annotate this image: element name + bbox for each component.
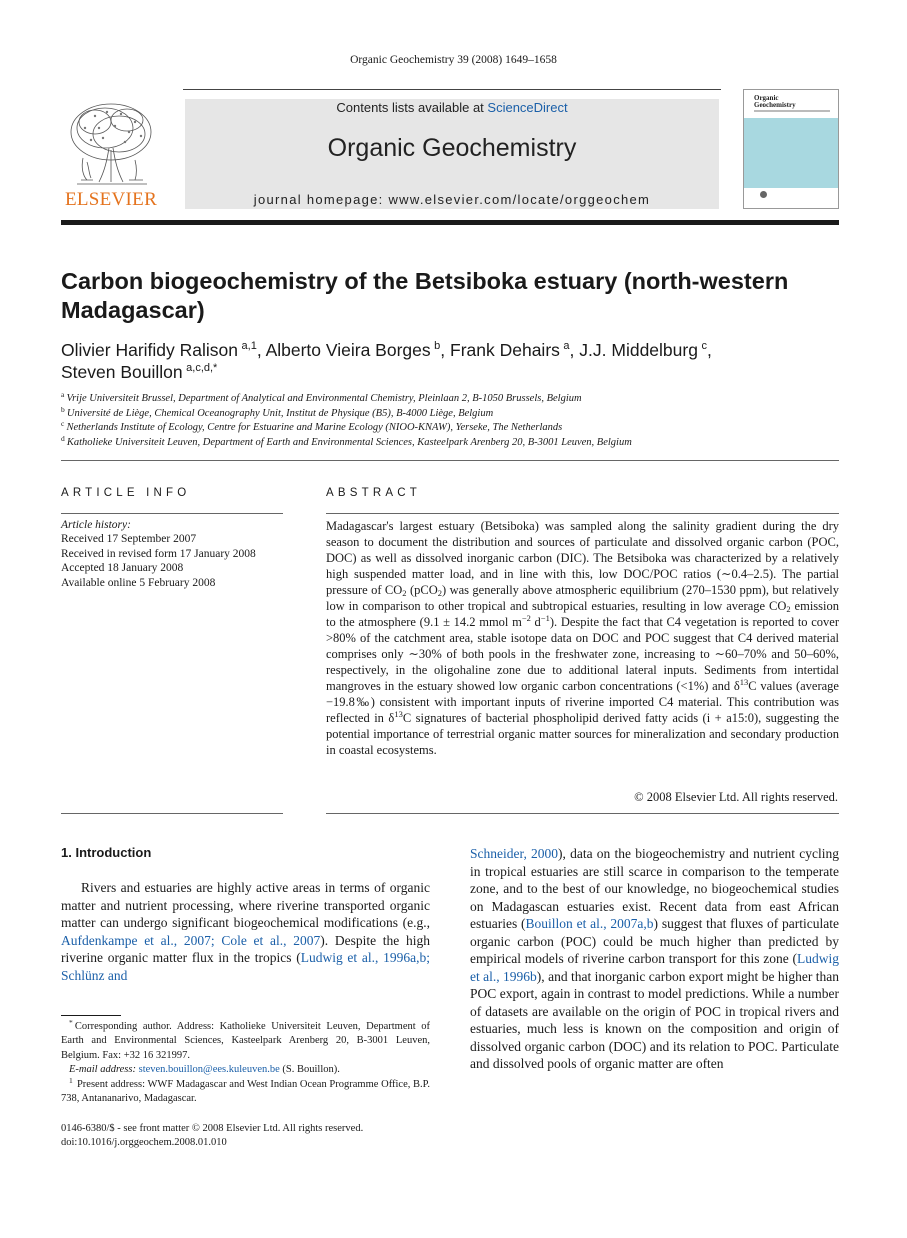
footnote-corresponding: * Corresponding author. Address: Katholieke Universiteit Leuven, Department of Earth and Environmental Sciences, Kasteelpark Arenberg 20, B-3001 Leuven, Belgium. Fax: +32 16 321997. [61,1018,430,1061]
body-column-right: Schneider, 2000), data on the biogeochemistry and nutrient cycling in tropical estuaries are still scarce in comparison to the temperate zone, and to the best of our knowledge, no biogeochemical studies on Madagascan estuaries exist. Recent data from east African estuaries (Bouillon et al., 2007a,b) suggest that fluxes of particulate organic carbon (POC) could be much higher than predicted by empirical models of riverine carbon transport for this zone (Ludwig et al., 1996b), and that inorganic carbon export might be higher than POC export, again in contrast to model predictions. While a number of datasets are available on the origin of POC in tropical rivers and estuaries, much less is known on the composition and origin of dissolved organic carbon (DOC) and its relation to POC. Particulate and dissolved pools of organic matter are often [470,846,839,1071]
cover-title-line1: Organic [754,94,779,102]
author-affil: b [434,340,441,352]
affiliation-text: Vrije Universiteit Brussel, Department of Analytical and Environmental Chemistry, Pleinlaan 2, B-1050 Brussels, Belgium [66,393,582,404]
cover-title-line2: Geochemistry [754,101,796,109]
affiliations [61,392,839,450]
affiliation-text: Université de Liège, Chemical Oceanography Unit, Institut de Physique (B5), B-4000 Liège, Belgium [66,407,494,419]
received-date: Received 17 September 2007 [61,533,197,546]
affiliation-key: b [61,404,65,414]
author-name[interactable]: J.J. Middelburg [579,340,698,360]
article-info-heading: ARTICLE INFO [61,487,191,499]
affiliation [61,404,839,422]
doi-line[interactable]: doi:10.1016/j.orggeochem.2008.01.010 [61,1137,227,1149]
affiliation [61,433,839,451]
author-separator: , [256,340,266,360]
footnote-present-address: $^1$ Present address: WWF Madagascar and West Indian Ocean Programme Office, B.P. 738, Antananarivo, Madagascar. [61,1075,430,1105]
publisher-name: ELSEVIER [64,189,158,210]
journal-title: Organic Geochemistry [327,134,577,162]
sciencedirect-link[interactable]: ScienceDirect [487,100,568,115]
footnote-rule [61,1015,121,1016]
cover-subtitle-bar [754,110,830,112]
citation-link[interactable]: Aufdenkampe et al., 2007; Cole et al., 2007 [61,932,321,948]
author-affil: a,c,d,* [186,362,218,374]
masthead-rule [183,89,721,90]
author-name[interactable]: Olivier Harifidy Ralison [61,340,238,360]
cover-title [754,95,796,109]
divider [61,513,283,514]
author-affil: a,1 [241,340,257,352]
citation-link[interactable]: Bouillon et al., 2007a,b [525,916,654,931]
author-name[interactable]: Alberto Vieira Borges [265,340,431,360]
front-matter [61,1122,430,1151]
copyright-notice: © 2008 Elsevier Ltd. All rights reserved. [634,790,838,804]
author-separator: , [569,340,580,360]
affiliation [61,392,839,407]
affiliation-key: d [61,433,65,443]
contents-line [185,100,719,115]
online-date: Available online 5 February 2008 [61,576,216,589]
paragraph: Rivers and estuaries are highly active areas in terms of organic matter and nutrient processing, where riverine transported organic matter can undergo significant biogeochemical modifications (e.g., Aufdenkampe et al., 2007; Cole et al., 2007). Despite the high riverine organic matter flux in the tropics (Ludwig et al., 1996a,b; Schlünz and [61,880,430,983]
journal-homepage[interactable]: journal homepage: www.elsevier.com/locate/orggeochem [253,192,651,207]
elsevier-logo[interactable] [61,98,161,210]
author-affil: a [563,340,570,352]
article-title: Carbon biogeochemistry of the Betsiboka estuary (north-western Madagascar) [61,268,789,323]
author-name[interactable]: Frank Dehairs [450,340,560,360]
affiliation-text: Netherlands Institute of Ecology, Centre for Estuarine and Marine Ecology (NIOO-KNAW), Yerseke, The Netherlands [66,422,563,434]
contents-prefix: Contents lists available at [336,100,488,115]
tree-logo-icon [65,98,157,190]
abstract-heading: ABSTRACT [326,487,421,499]
body-column-left [61,879,430,984]
header-rule [61,220,839,225]
affiliation [61,421,839,436]
author-separator: , [440,340,450,360]
divider [61,460,839,461]
accepted-date: Accepted 18 January 2008 [61,562,184,575]
revised-date: Received in revised form 17 January 2008 [61,547,256,560]
article-history [61,518,283,590]
divider [61,813,283,814]
affiliation-key: a [61,390,65,399]
citation-link[interactable]: Ludwig et al., 1996a,b; Schlünz and [61,950,430,983]
author-separator: , [706,340,712,360]
abstract-text: Madagascar's largest estuary (Betsiboka) was sampled along the salinity gradient during the dry season to document the distribution and sources of particulate and dissolved organic carbon (POC, DOC) as well as dissolved inorganic carbon (DIC). The Betsiboka was characterized by a relatively high suspended matter load, and in line with this, low DOC/POC ratios (∼0.4–2.5). The partial pressure of $CO_2$ (pCO$_2$) was generally above atmospheric equilibrium (270–1530 ppm), but relatively low in comparison to other tropical and subtropical estuaries, resulting in low average $CO_2$ emission to the atmosphere (9.1 ± 14.2 mmol $m^{-2}$ $d^{-1}$). Despite the fact that C4 vegetation is reported to cover >80% of the catchment area, stable isotope data on DOC and POC suggest that C4 derived material comprises only ∼30% of both pools in the freshwater zone, increasing to ∼60–70% and 50–60%, respectively, in the oligohaline zone due to additional lateral inputs. Sediments from intertidal mangroves in the estuary showed low organic carbon concentrations (<1%) and $\delta^{13}C$ values (average −19.8‰) consistent with important inputs of riverine imported C4 material. This contribution was reflected in $\delta^{13}C$ signatures of bacterial phospholipid derived fatty acids (i + a15:0), suggesting the potential importance of terrestrial organic matter sources for mineralization and secondary production in coastal ecosystems. [326,519,840,757]
journal-cover-thumbnail[interactable] [743,89,839,209]
cover-color-band [744,118,839,188]
footnote-email: E-mail address: steven.bouillon@ees.kuleuven.be (S. Bouillon). [69,1064,340,1076]
history-label: Article history: [61,519,131,531]
issn-line: 0146-6380/$ - see front matter © 2008 Elsevier Ltd. All rights reserved. [61,1123,364,1134]
affiliation-text: Katholieke Universiteit Leuven, Department of Earth and Environmental Sciences, Kasteelpark Arenberg 20, B-3001 Leuven, Belgium [66,436,632,448]
divider [326,813,839,814]
affiliation-key: c [61,419,65,429]
running-head: Organic Geochemistry 39 (2008) 1649–1658 [350,54,557,66]
author-name[interactable]: Steven Bouillon [61,362,183,382]
section-heading: 1. Introduction [61,845,152,860]
citation-link[interactable]: Schneider, 2000 [470,846,559,861]
cover-logo-icon [760,191,767,198]
citation-link[interactable]: Ludwig et al., 1996b [470,951,839,984]
email-link[interactable]: steven.bouillon@ees.kuleuven.be [138,1064,280,1076]
author-affil: c [701,340,707,352]
author-list [61,339,821,383]
divider [326,513,839,514]
footnotes [61,1020,430,1106]
